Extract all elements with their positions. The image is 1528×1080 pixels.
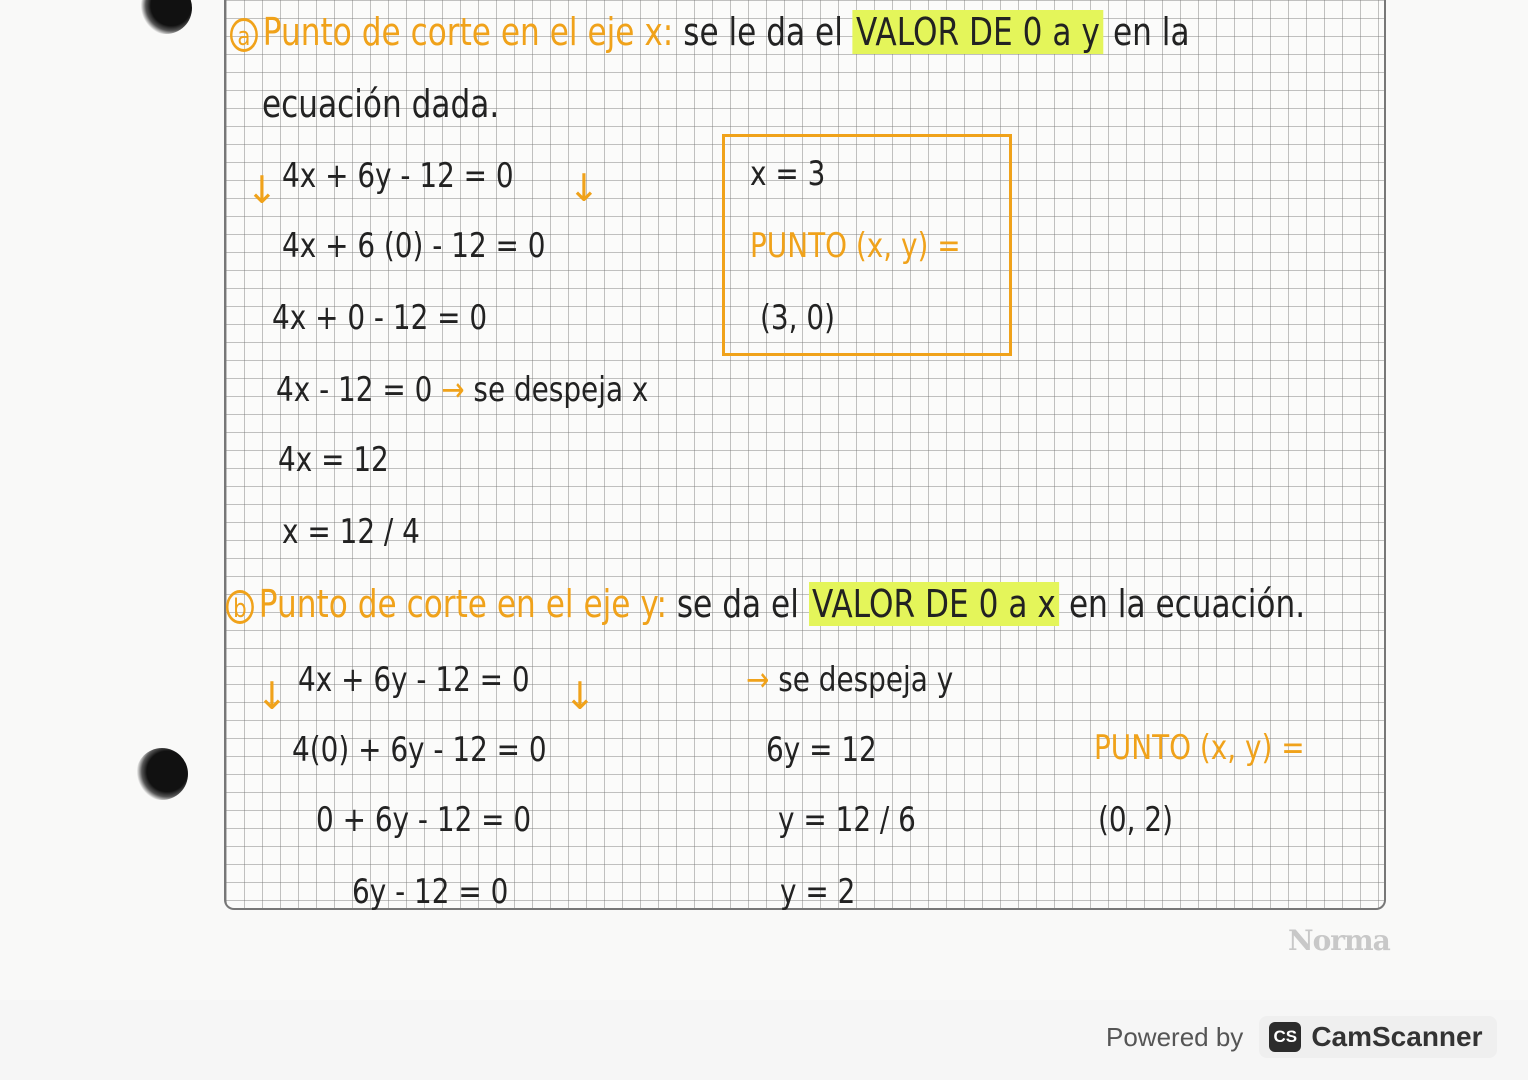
section-b-right-step: y = 2 (780, 872, 856, 912)
section-b-right-step: y = 12 / 6 (778, 800, 916, 840)
down-arrow-icon: ↓ (568, 166, 600, 210)
section-b-note-line (746, 660, 953, 700)
result-x-value: x = 3 (750, 154, 826, 194)
section-a-step: x = 12 / 4 (282, 512, 420, 552)
section-a-step: 4x - 12 = 0 (276, 370, 433, 410)
section-b-text-before: se da el (676, 582, 799, 626)
section-a-step: 4x + 0 - 12 = 0 (272, 298, 488, 338)
section-b-right-step: 6y = 12 (766, 730, 877, 770)
section-b-note: se despeja y (778, 660, 954, 700)
section-a-step: 4x = 12 (278, 440, 389, 480)
down-arrow-icon: ↓ (256, 674, 288, 718)
camscanner-footer (1106, 1010, 1497, 1064)
section-a-text-line2: ecuación dada. (262, 82, 500, 126)
section-b-point: (0, 2) (1098, 800, 1173, 840)
down-arrow-icon: ↓ (564, 674, 596, 718)
section-b-marker: b (226, 590, 254, 624)
down-arrow-icon: ↓ (246, 168, 278, 212)
section-a-step-with-note (276, 370, 648, 410)
section-a-marker: a (230, 18, 258, 52)
section-b-point-label: PUNTO (x, y) = (1094, 728, 1305, 768)
section-b-heading (226, 584, 1305, 624)
section-b-step: 6y - 12 = 0 (352, 872, 509, 912)
result-point-label: PUNTO (x, y) = (750, 226, 961, 266)
section-a-highlight: VALOR DE 0 a y (853, 10, 1103, 54)
right-arrow-icon: → (746, 660, 770, 700)
powered-by-text: Powered by (1106, 1021, 1244, 1052)
section-a-heading (230, 12, 1190, 52)
section-a-text-after: en la (1112, 10, 1190, 54)
section-b-title: Punto de corte en el eje y: (258, 582, 668, 626)
section-a-step: 4x + 6y - 12 = 0 (282, 156, 514, 196)
binder-ring-icon (136, 748, 188, 800)
section-b-highlight: VALOR DE 0 a x (809, 582, 1059, 626)
section-b-step: 4(0) + 6y - 12 = 0 (292, 730, 547, 770)
section-b-text-after: en la ecuación. (1068, 582, 1306, 626)
camscanner-badge (1259, 1016, 1496, 1058)
camscanner-name: CamScanner (1311, 1021, 1483, 1052)
norma-watermark: Norma (1288, 924, 1390, 957)
binder-ring-icon (140, 0, 192, 34)
result-point: (3, 0) (760, 298, 835, 338)
section-a-note: se despeja x (473, 370, 649, 410)
camscanner-logo-icon: CS (1269, 1022, 1301, 1052)
section-b-step: 0 + 6y - 12 = 0 (316, 800, 532, 840)
section-a-step: 4x + 6 (0) - 12 = 0 (282, 226, 546, 266)
section-a-text-before: se le da el (683, 10, 843, 54)
right-arrow-icon: → (441, 370, 465, 410)
section-a-title: Punto de corte en el eje x: (262, 10, 674, 54)
section-b-step: 4x + 6y - 12 = 0 (298, 660, 530, 700)
